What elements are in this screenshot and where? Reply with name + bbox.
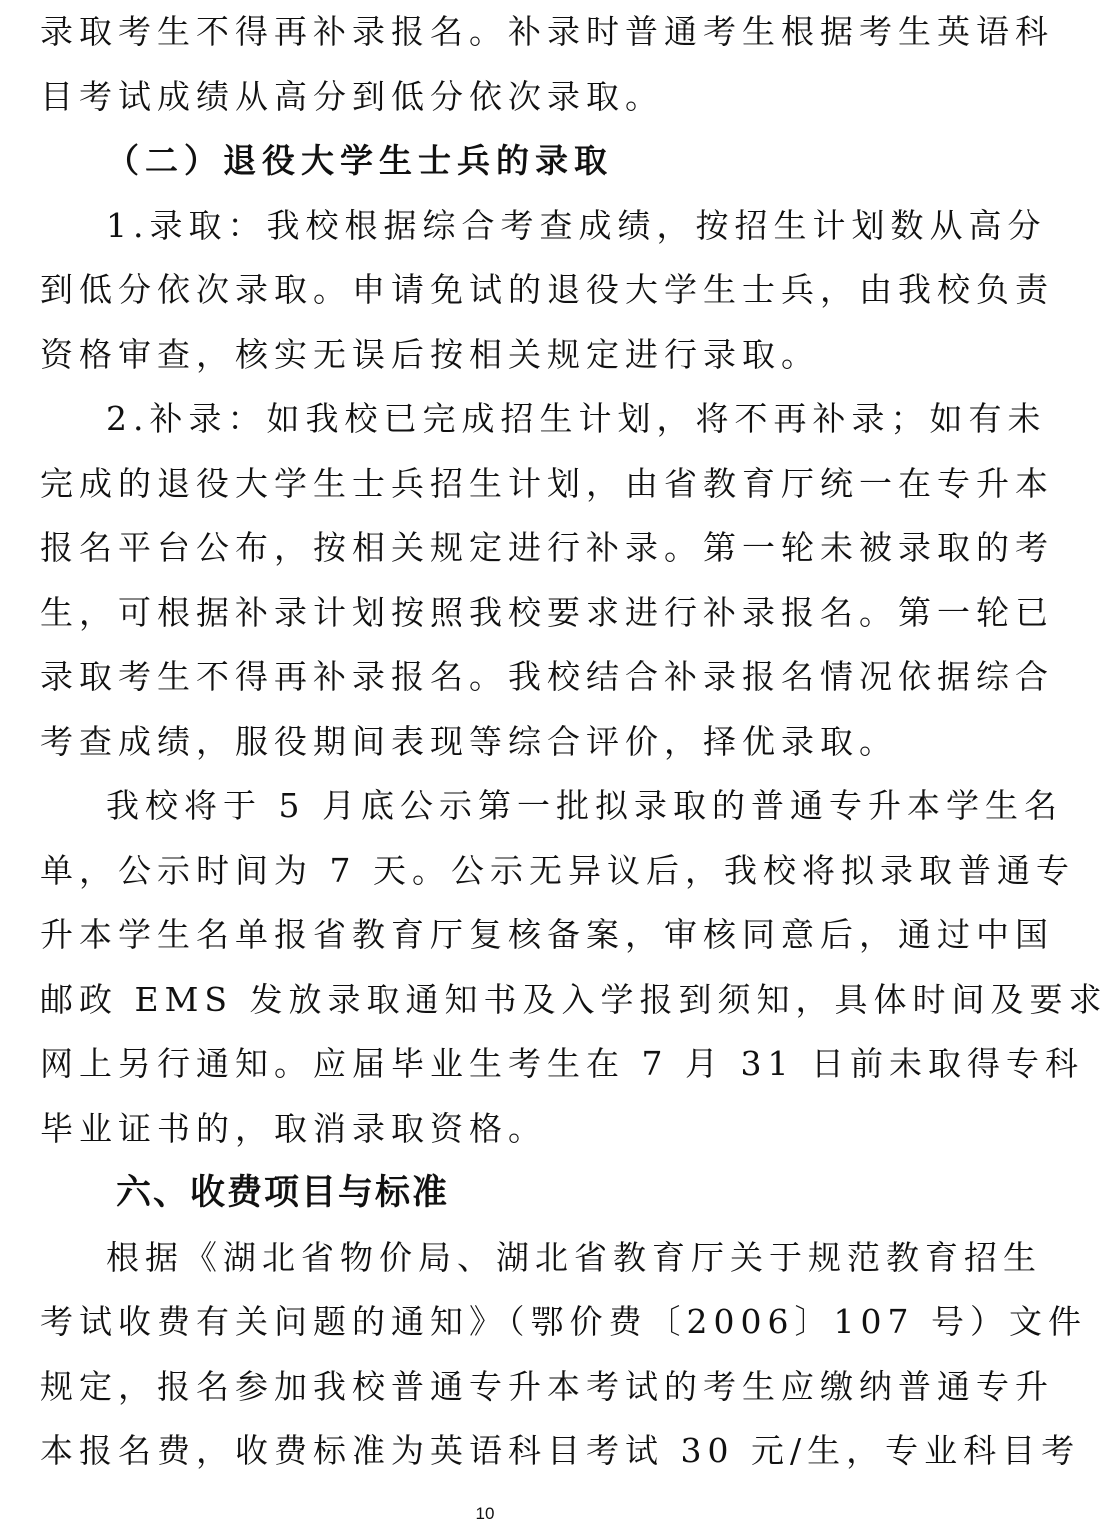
body-line: 资格审查，核实无误后按相关规定进行录取。: [40, 334, 820, 374]
body-line: 邮政 EMS 发放录取通知书及入学报到须知，具体时间及要求: [40, 979, 1107, 1019]
body-line: 规定，报名参加我校普通专升本考试的考生应缴纳普通专升: [40, 1366, 1054, 1406]
page-body: [40, 0, 1107, 1484]
body-line: 录取考生不得再补录报名。我校结合补录报名情况依据综合: [40, 657, 1054, 696]
body-line: 2.补录：如我校已完成招生计划，将不再补录；如有未: [106, 399, 1047, 438]
body-line: 本报名费，收费标准为英语科目考试 30 元/生，专业科目考: [40, 1431, 1081, 1470]
body-line: 目考试成绩从高分到低分依次录取。: [40, 76, 664, 116]
body-line: 录取考生不得再补录报名。补录时普通考生根据考生英语科: [40, 12, 1054, 51]
body-line: 我校将于 5 月底公示第一批拟录取的普通专升本学生名: [106, 786, 1063, 825]
body-line: 考试收费有关问题的通知》（鄂价费〔2006〕107 号）文件: [40, 1302, 1087, 1341]
body-line: 网上另行通知。应届毕业生考生在 7 月 31 日前未取得专科: [40, 1044, 1084, 1083]
body-line: 1.录取：我校根据综合考查成绩，按招生计划数从高分: [106, 205, 1047, 245]
body-line: 根据《湖北省物价局、湖北省教育厅关于规范教育招生: [106, 1237, 1042, 1277]
body-line: 考查成绩，服役期间表现等综合评价，择优录取。: [40, 721, 898, 761]
body-line: 报名平台公布，按相关规定进行补录。第一轮未被录取的考: [40, 528, 1054, 567]
body-line: 到低分依次录取。申请免试的退役大学生士兵，由我校负责: [40, 270, 1054, 309]
page-number: 10: [475, 1504, 495, 1523]
body-line: 升本学生名单报省教育厅复核备案，审核同意后，通过中国: [40, 915, 1054, 954]
body-line: 单，公示时间为 7 天。公示无异议后，我校将拟录取普通专: [40, 850, 1075, 890]
subsection-heading: （二）退役大学生士兵的录取: [106, 141, 613, 180]
body-line: 完成的退役大学生士兵招生计划，由省教育厅统一在专升本: [40, 463, 1054, 503]
body-line: 生，可根据补录计划按照我校要求进行补录报名。第一轮已: [40, 592, 1054, 632]
section-heading: 六、收费项目与标准: [116, 1173, 450, 1213]
body-line: 毕业证书的，取消录取资格。: [40, 1108, 547, 1148]
